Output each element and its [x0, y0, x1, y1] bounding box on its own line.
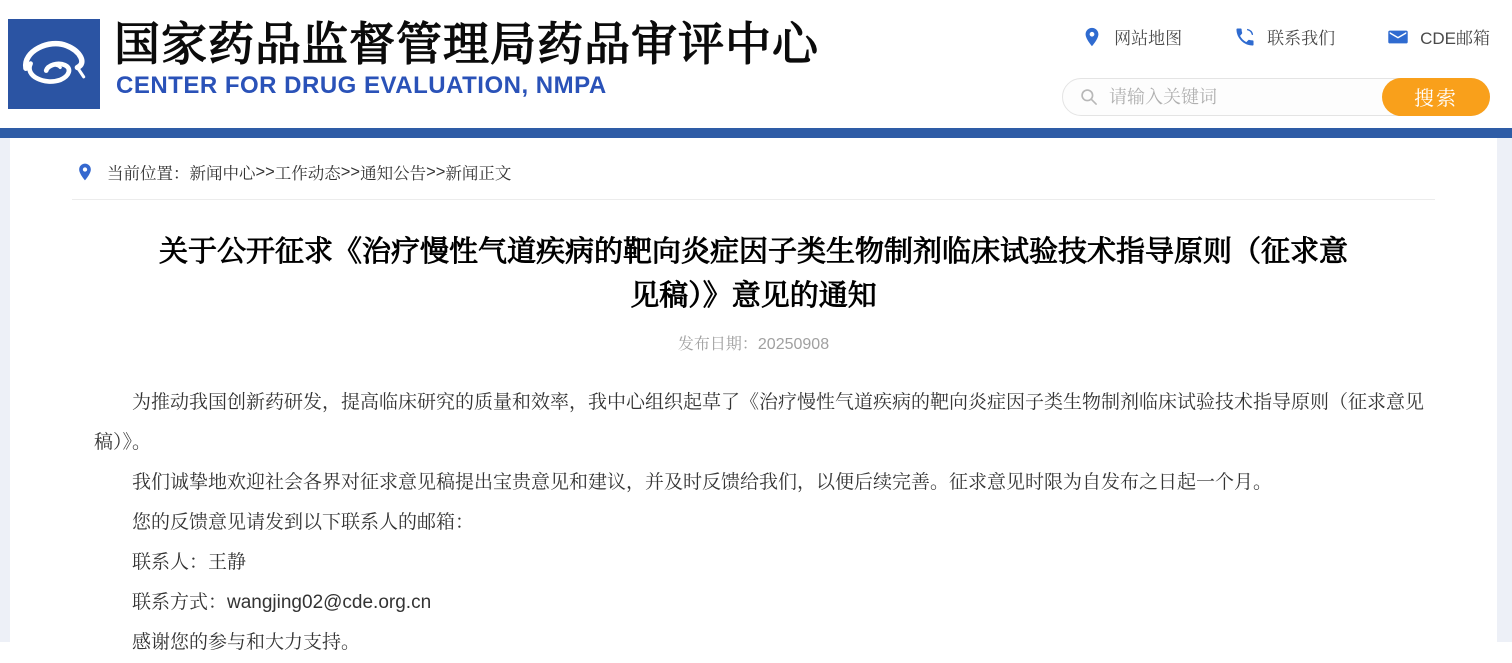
content-card [10, 138, 1497, 653]
site-header [0, 0, 1512, 128]
breadcrumb-text [107, 160, 511, 184]
cde-swoosh-icon [15, 30, 93, 99]
search-button[interactable]: 搜索 [1382, 78, 1490, 116]
breadcrumb-prefix: 当前位置： [107, 165, 190, 183]
location-pin-icon [1081, 26, 1103, 48]
breadcrumb-item-work-updates[interactable]: 工作动态 [274, 165, 341, 183]
breadcrumb-separator: >> [340, 162, 361, 181]
publish-date-label: 发布日期： [677, 336, 758, 353]
publish-date-row [10, 331, 1497, 354]
article-paragraph: 感谢您的参与和大力支持。 [132, 632, 361, 653]
search-bar [1062, 78, 1490, 116]
article-paragraph-contact-email: 联系方式：wangjing02@cde.org.cn [132, 592, 432, 613]
page-title: 关于公开征求《治疗慢性气道疾病的靶向炎症因子类生物制剂临床试验技术指导原则（征求意见稿）》意见的通知 [158, 236, 1348, 312]
location-pin-icon [75, 162, 95, 182]
breadcrumb-item-news-center[interactable]: 新闻中心 [189, 165, 256, 183]
site-title-cn: 国家药品监督管理局药品审评中心 [114, 18, 819, 70]
quick-links [1081, 24, 1490, 49]
envelope-icon [1387, 26, 1409, 48]
content-background [0, 138, 1512, 653]
contact-link[interactable] [1234, 24, 1335, 49]
article-paragraph: 您的反馈意见请发到以下联系人的邮箱： [132, 512, 475, 533]
phone-icon [1234, 26, 1256, 48]
mailbox-link[interactable] [1387, 24, 1490, 49]
breadcrumb-item-notices[interactable]: 通知公告 [360, 165, 427, 183]
breadcrumb-separator: >> [426, 162, 446, 181]
article-body [10, 383, 1497, 663]
mailbox-label: CDE邮箱 [1420, 29, 1490, 48]
sitemap-label: 网站地图 [1114, 29, 1183, 48]
cde-logo[interactable] [8, 19, 100, 109]
breadcrumb-divider [72, 199, 1435, 200]
article-paragraph: 为推动我国创新药研发，提高临床研究的质量和效率，我中心组织起草了《治疗慢性气道疾病的靶向炎症因子类生物制剂临床试验技术指导原则（征求意见稿）》。 [94, 392, 1425, 453]
breadcrumb-item-article[interactable]: 新闻正文 [445, 165, 512, 183]
contact-label: 联系我们 [1267, 29, 1336, 48]
breadcrumb [10, 138, 1497, 184]
nav-divider-bar [0, 128, 1512, 138]
site-title-en: CENTER FOR DRUG EVALUATION, NMPA [116, 72, 607, 99]
article-paragraph: 我们诚挚地欢迎社会各界对征求意见稿提出宝贵意见和建议，并及时反馈给我们，以便后续完善。征求意见时限为自发布之日起一个月。 [132, 472, 1273, 493]
publish-date-value: 20250908 [757, 336, 830, 353]
article-paragraph-contact-name: 联系人：王静 [132, 552, 247, 573]
search-input[interactable] [1109, 80, 1382, 114]
search-icon [1079, 87, 1099, 107]
breadcrumb-separator: >> [255, 162, 275, 181]
sitemap-link[interactable] [1081, 24, 1182, 49]
